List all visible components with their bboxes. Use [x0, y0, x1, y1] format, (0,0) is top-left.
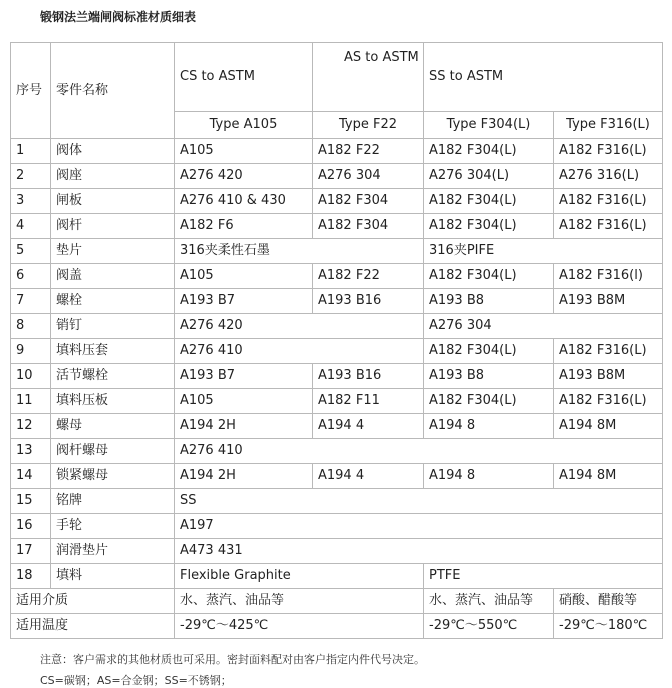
table-row — [11, 564, 663, 589]
material-cell: A194 2H — [175, 464, 313, 489]
material-cell: A194 2H — [175, 414, 313, 439]
material-cell: A182 F304(L) — [424, 139, 554, 164]
row-number: 17 — [11, 539, 51, 564]
material-cell: A193 B8 — [424, 289, 554, 314]
material-cell: A182 F316(L) — [554, 214, 663, 239]
part-name: 锁紧螺母 — [51, 464, 175, 489]
table-row — [11, 539, 663, 564]
material-cell: A182 F304(L) — [424, 214, 554, 239]
table-row — [11, 514, 663, 539]
material-cell: A276 304(L) — [424, 164, 554, 189]
table-row — [11, 414, 663, 439]
table-row — [11, 389, 663, 414]
type-a105-header: Type A105 — [175, 112, 313, 139]
material-table — [10, 42, 663, 639]
material-cell: A193 B7 — [175, 289, 313, 314]
material-cell: 硝酸、醋酸等 — [554, 589, 663, 614]
part-name: 螺母 — [51, 414, 175, 439]
row-number: 2 — [11, 164, 51, 189]
row-label: 适用介质 — [11, 589, 175, 614]
part-name: 填料压板 — [51, 389, 175, 414]
row-number: 7 — [11, 289, 51, 314]
part-name: 销钉 — [51, 314, 175, 339]
material-cell: A182 F316(L) — [554, 139, 663, 164]
material-cell: A194 8 — [424, 464, 554, 489]
material-cell: -29℃～180℃ — [554, 614, 663, 639]
row-number: 12 — [11, 414, 51, 439]
material-cell: A194 8M — [554, 414, 663, 439]
row-number: 3 — [11, 189, 51, 214]
material-cell: A276 420 — [175, 164, 313, 189]
type-f316-header: Type F316(L) — [554, 112, 663, 139]
part-name: 活节螺栓 — [51, 364, 175, 389]
media-row — [11, 589, 663, 614]
material-cell: A182 F304 — [313, 189, 424, 214]
material-cell: A276 316(L) — [554, 164, 663, 189]
material-cell: A182 F316(L) — [554, 389, 663, 414]
material-cell: A193 B16 — [313, 289, 424, 314]
material-cell: A276 304 — [313, 164, 424, 189]
table-row — [11, 164, 663, 189]
material-cell: 水、蒸汽、油品等 — [424, 589, 554, 614]
material-cell: A182 F22 — [313, 264, 424, 289]
material-cell: A193 B7 — [175, 364, 313, 389]
material-cell: A105 — [175, 389, 313, 414]
material-cell: 316夹PIFE — [424, 239, 663, 264]
material-cell: A194 4 — [313, 414, 424, 439]
material-cell: A276 410 — [175, 439, 663, 464]
material-cell: A182 F304(L) — [424, 189, 554, 214]
material-cell: A276 420 — [175, 314, 424, 339]
abbrev-line: CS=碳钢；AS=合金钢；SS=不锈钢； — [40, 674, 232, 687]
material-cell: A105 — [175, 139, 313, 164]
type-f304-header: Type F304(L) — [424, 112, 554, 139]
part-name: 阀杆螺母 — [51, 439, 175, 464]
table-row — [11, 289, 663, 314]
table-row — [11, 264, 663, 289]
row-number: 4 — [11, 214, 51, 239]
material-cell: -29℃～425℃ — [175, 614, 424, 639]
part-name: 闸板 — [51, 189, 175, 214]
material-cell: A182 F316(l) — [554, 264, 663, 289]
part-name: 阀杆 — [51, 214, 175, 239]
material-cell: A182 F316(L) — [554, 339, 663, 364]
row-number: 18 — [11, 564, 51, 589]
table-row — [11, 464, 663, 489]
row-number: 15 — [11, 489, 51, 514]
material-cell: A182 F304 — [313, 214, 424, 239]
material-cell: A473 431 — [175, 539, 663, 564]
part-name: 铭牌 — [51, 489, 175, 514]
part-name: 螺栓 — [51, 289, 175, 314]
material-cell: A276 410 — [175, 339, 424, 364]
material-cell: A105 — [175, 264, 313, 289]
material-cell: -29℃～550℃ — [424, 614, 554, 639]
material-cell: A182 F304(L) — [424, 389, 554, 414]
material-cell: A193 B16 — [313, 364, 424, 389]
part-name: 填料 — [51, 564, 175, 589]
row-number: 10 — [11, 364, 51, 389]
material-cell: A276 410 & 430 — [175, 189, 313, 214]
part-name: 阀体 — [51, 139, 175, 164]
row-number: 16 — [11, 514, 51, 539]
group-as-header: AS to ASTM — [313, 43, 424, 112]
material-cell: 316夹柔性石墨 — [175, 239, 424, 264]
row-label: 适用温度 — [11, 614, 175, 639]
table-row — [11, 339, 663, 364]
material-cell: A194 8M — [554, 464, 663, 489]
material-cell: A182 F22 — [313, 139, 424, 164]
table-row — [11, 364, 663, 389]
material-cell: A197 — [175, 514, 663, 539]
col-part-header: 零件名称 — [51, 43, 175, 139]
part-name: 垫片 — [51, 239, 175, 264]
table-row — [11, 314, 663, 339]
part-name: 阀座 — [51, 164, 175, 189]
type-f22-header: Type F22 — [313, 112, 424, 139]
material-cell: A194 4 — [313, 464, 424, 489]
part-name: 填料压套 — [51, 339, 175, 364]
material-cell: A182 F6 — [175, 214, 313, 239]
material-cell: A193 B8M — [554, 289, 663, 314]
material-cell: A182 F11 — [313, 389, 424, 414]
material-cell: A182 F304(L) — [424, 264, 554, 289]
group-cs-header: CS to ASTM — [175, 43, 313, 112]
material-cell: A276 304 — [424, 314, 663, 339]
table-row — [11, 489, 663, 514]
row-number: 14 — [11, 464, 51, 489]
row-number: 6 — [11, 264, 51, 289]
part-name: 阀盖 — [51, 264, 175, 289]
header-row — [11, 43, 663, 112]
row-number: 11 — [11, 389, 51, 414]
material-cell: A182 F304(L) — [424, 339, 554, 364]
group-ss-header: SS to ASTM — [424, 43, 663, 112]
material-cell: SS — [175, 489, 663, 514]
part-name: 手轮 — [51, 514, 175, 539]
table-row — [11, 239, 663, 264]
row-number: 9 — [11, 339, 51, 364]
material-cell: A193 B8M — [554, 364, 663, 389]
table-row — [11, 214, 663, 239]
table-row — [11, 189, 663, 214]
col-no-header: 序号 — [11, 43, 51, 139]
page-title: 锻钢法兰端闸阀标准材质细表 — [40, 10, 197, 24]
material-cell: PTFE — [424, 564, 663, 589]
table-row — [11, 439, 663, 464]
material-cell: A194 8 — [424, 414, 554, 439]
material-cell: Flexible Graphite — [175, 564, 424, 589]
table-row — [11, 139, 663, 164]
note-line: 注意：客户需求的其他材质也可采用。密封面料配对由客户指定内件代号决定。 — [40, 653, 425, 666]
row-number: 13 — [11, 439, 51, 464]
material-cell: A193 B8 — [424, 364, 554, 389]
part-name: 润滑垫片 — [51, 539, 175, 564]
material-cell: 水、蒸汽、油品等 — [175, 589, 424, 614]
row-number: 8 — [11, 314, 51, 339]
row-number: 5 — [11, 239, 51, 264]
material-cell: A182 F316(L) — [554, 189, 663, 214]
row-number: 1 — [11, 139, 51, 164]
temperature-row — [11, 614, 663, 639]
